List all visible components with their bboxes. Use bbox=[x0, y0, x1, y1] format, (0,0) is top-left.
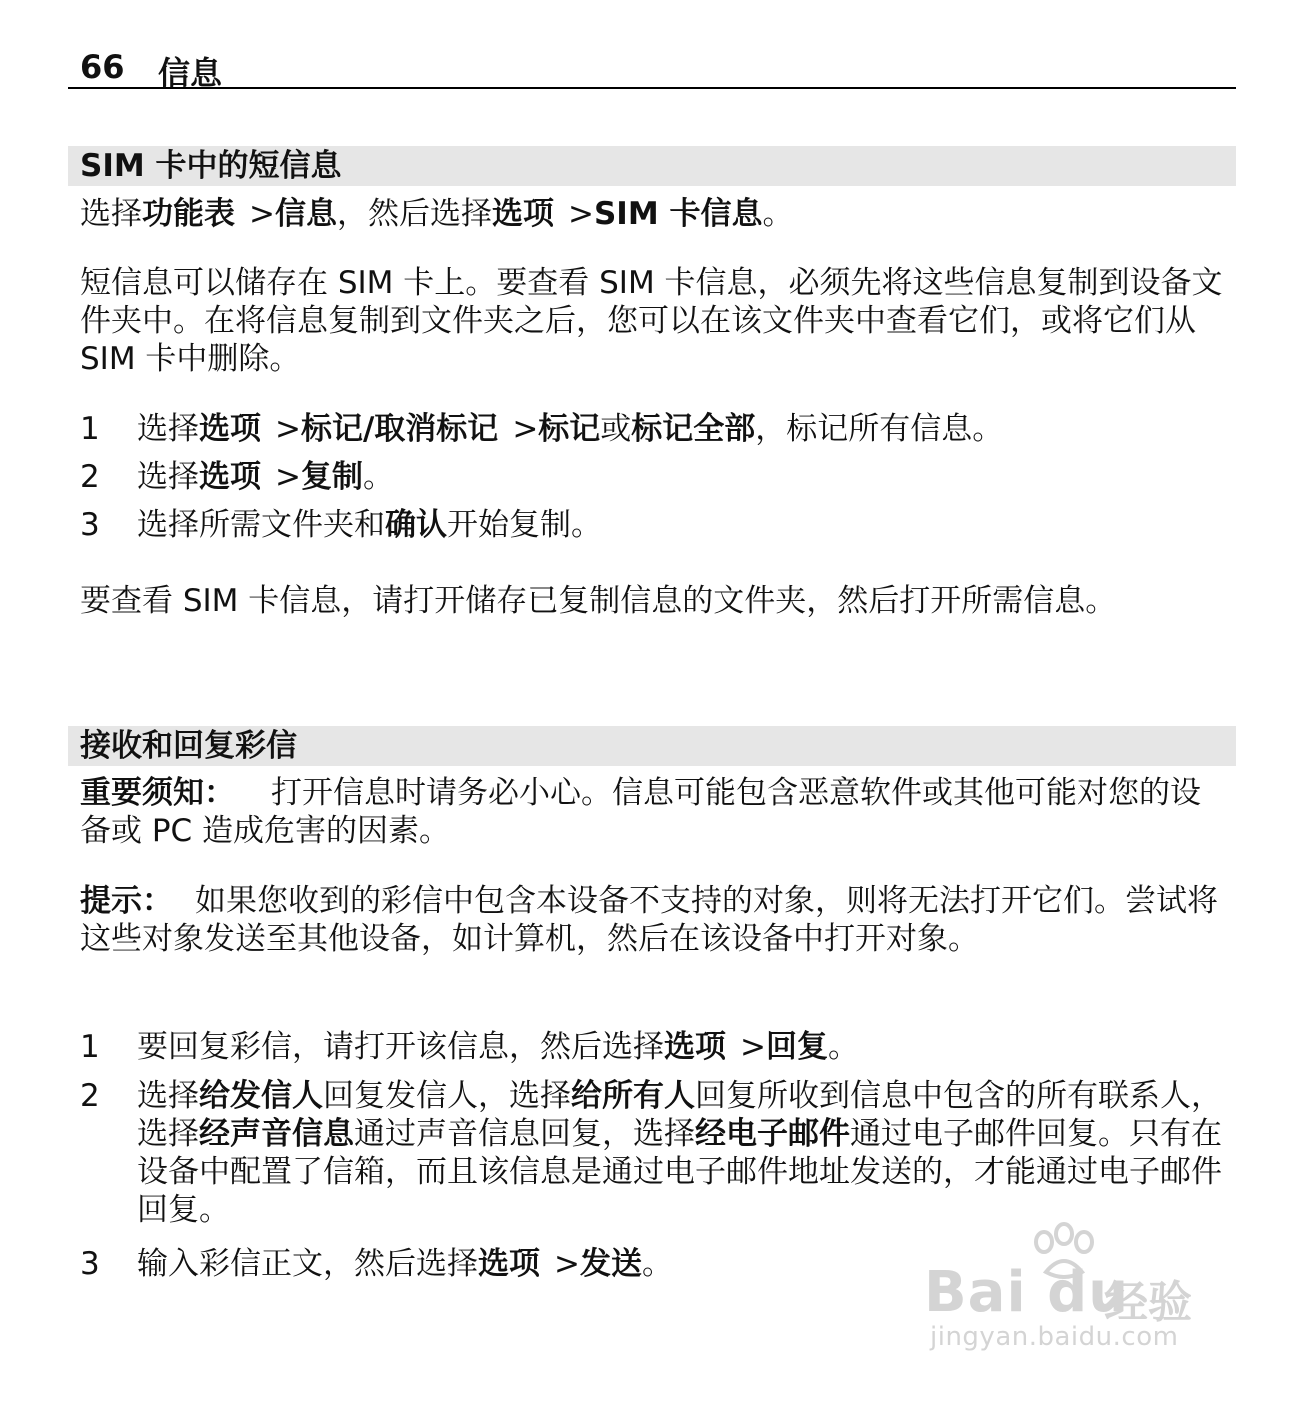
page-header bbox=[68, 40, 1236, 92]
tip-note bbox=[80, 882, 1230, 958]
outro-paragraph: 要查看 SIM 卡信息，请打开储存已复制信息的文件夹，然后打开所需信息。 bbox=[80, 583, 1117, 619]
step-number: 1 bbox=[80, 411, 100, 447]
important-label: 重要须知： bbox=[80, 775, 235, 811]
step-number: 3 bbox=[80, 507, 100, 543]
menu-ref: 选项 bbox=[491, 196, 554, 232]
step-number: 2 bbox=[80, 459, 100, 495]
page-title: 信息 bbox=[158, 54, 223, 92]
baidu-jingyan-watermark bbox=[924, 1222, 1224, 1362]
step-number: 2 bbox=[80, 1078, 100, 1114]
arrow: > bbox=[567, 196, 594, 232]
step-number: 3 bbox=[80, 1246, 100, 1282]
text: ，然后选择 bbox=[336, 196, 492, 232]
watermark-jingyan: 经验 bbox=[1104, 1277, 1192, 1328]
menu-ref: SIM 卡信息 bbox=[593, 196, 763, 232]
step-text: 要回复彩信，请打开该信息，然后选择选项 >回复。 bbox=[137, 1029, 859, 1065]
page-number: 66 bbox=[80, 48, 125, 86]
text: 选择 bbox=[80, 196, 142, 232]
step-text: 选择选项 >复制。 bbox=[137, 459, 394, 495]
text: 。 bbox=[762, 196, 794, 232]
important-note bbox=[80, 774, 1230, 850]
section-heading-mms-reply: 接收和回复彩信 bbox=[68, 726, 1236, 766]
step-text: 选择给发信人回复发信人，选择给所有人回复所收到信息中包含的所有联系人，选择经声音信息通过声音信息回复，选择经电子邮件通过电子邮件回复。只有在设备中配置了信箱，而且该信息是通过电子邮件地址发送的，才能通过电子邮件回复。 bbox=[137, 1078, 1222, 1228]
step-text: 选择选项 >标记/取消标记 >标记或标记全部，标记所有信息。 bbox=[137, 411, 1004, 447]
section-heading-sim-messages: SIM 卡中的短信息 bbox=[68, 146, 1236, 186]
arrow: > bbox=[249, 196, 275, 232]
tip-text: 如果您收到的彩信中包含本设备不支持的对象，则将无法打开它们。尝试将这些对象发送至其他设备，如计算机，然后在该设备中打开对象。 bbox=[80, 883, 1218, 957]
watermark-url: jingyan.baidu.com bbox=[930, 1322, 1179, 1352]
step-number: 1 bbox=[80, 1029, 100, 1065]
watermark-brand: Bai du bbox=[924, 1260, 1130, 1325]
important-text: 打开信息时请务必小心。信息可能包含恶意软件或其他可能对您的设备或 PC 造成危害的因素。 bbox=[80, 775, 1201, 849]
menu-ref: 功能表 bbox=[142, 196, 235, 232]
step-text: 输入彩信正文，然后选择选项 >发送。 bbox=[137, 1246, 673, 1282]
menu-ref: 信息 bbox=[274, 196, 337, 232]
tip-label: 提示： bbox=[80, 883, 173, 919]
intro-paragraph: 短信息可以储存在 SIM 卡上。要查看 SIM 卡信息，必须先将这些信息复制到设备文件夹中。在将信息复制到文件夹之后，您可以在该文件夹中查看它们，或将它们从 SIM 卡中删除。 bbox=[80, 265, 1223, 377]
step-text: 选择所需文件夹和确认开始复制。 bbox=[137, 507, 602, 543]
nav-instruction bbox=[80, 195, 1230, 233]
